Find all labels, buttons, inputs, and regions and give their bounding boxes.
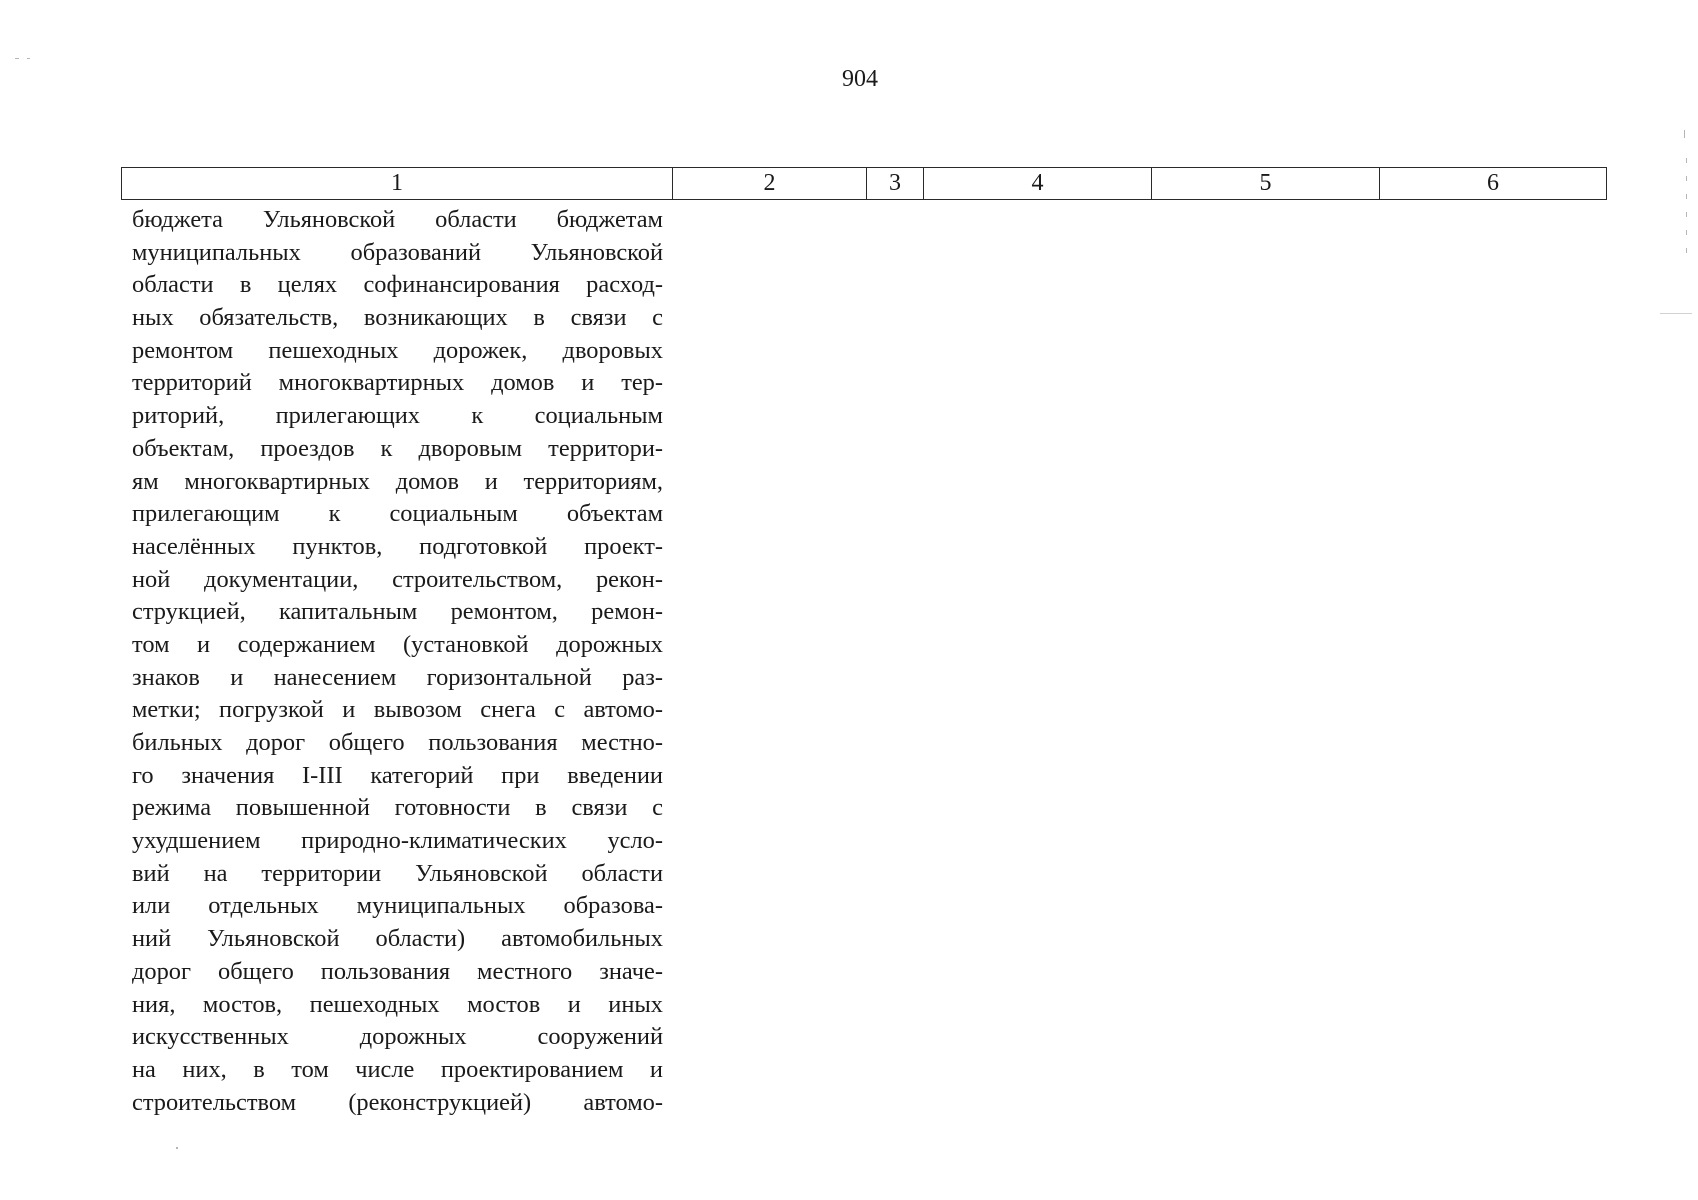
scan-artifact [1660,313,1692,314]
text-line: ний Ульяновской области) автомобильных [132,925,663,953]
text-line: ухудшением природно-климатических усло- [132,827,663,855]
column-header-cell: 6 [1380,168,1607,200]
text-line: метки; погрузкой и вывозом снега с автомо- [132,696,663,724]
text-line: бюджета Ульяновской области бюджетам [132,206,663,233]
column-header-cell: 5 [1152,168,1380,200]
text-line: ям многоквартирных домов и территориям, [132,467,663,495]
scan-artifact [1686,230,1687,235]
scan-artifact [27,58,30,59]
text-line: муниципальных образований Ульяновской [132,238,663,266]
text-line: населённых пунктов, подготовкой проект- [132,532,663,560]
text-line: ния, мостов, пешеходных мостов и иных [132,990,663,1018]
column-number-row [122,168,1607,200]
column-header-cell: 2 [673,168,867,200]
text-line: ных обязательств, возникающих в связи с [132,304,663,332]
scan-artifact [1686,248,1687,253]
scan-artifact [1686,194,1687,199]
text-line: режима повышенной готовности в связи с [132,794,663,822]
text-line: строительством (реконструкцией) автомо- [132,1088,663,1116]
text-line: том и содержанием (установкой дорожных [132,630,663,658]
column-header-cell: 1 [122,168,673,200]
text-line: объектам, проездов к дворовым территори- [132,434,663,462]
text-line: дорог общего пользования местного значе- [132,957,663,985]
text-line: ремонтом пешеходных дорожек, дворовых [132,336,663,364]
text-line: бильных дорог общего пользования местно- [132,729,663,756]
scan-artifact [176,1147,178,1149]
text-line: области в целях софинансирования расход- [132,271,663,299]
text-line: на них, в том числе проектированием и [132,1055,663,1083]
text-line: струкцией, капитальным ремонтом, ремон- [132,598,663,626]
text-line: прилегающим к социальным объектам [132,500,663,528]
scan-artifact [15,58,19,59]
column-1-text-block [132,204,663,1119]
scan-artifact [1684,130,1685,138]
page-number: 904 [842,66,878,92]
text-line: знаков и нанесением горизонтальной раз- [132,663,663,691]
column-header-cell: 4 [924,168,1152,200]
text-line: риторий, прилегающих к социальным [132,402,663,430]
text-line: искусственных дорожных сооружений [132,1023,663,1051]
text-line: территорий многоквартирных домов и тер- [132,369,663,397]
text-line: го значения I-III категорий при введении [132,761,663,789]
scan-artifact [1686,176,1687,181]
text-line: ной документации, строительством, рекон- [132,565,663,593]
column-header-table [121,167,1607,200]
scan-artifact [1686,158,1687,163]
text-line: вий на территории Ульяновской области [132,859,663,887]
text-line: или отдельных муниципальных образова- [132,892,663,920]
column-header-cell: 3 [867,168,924,200]
scan-artifact [1686,212,1687,217]
